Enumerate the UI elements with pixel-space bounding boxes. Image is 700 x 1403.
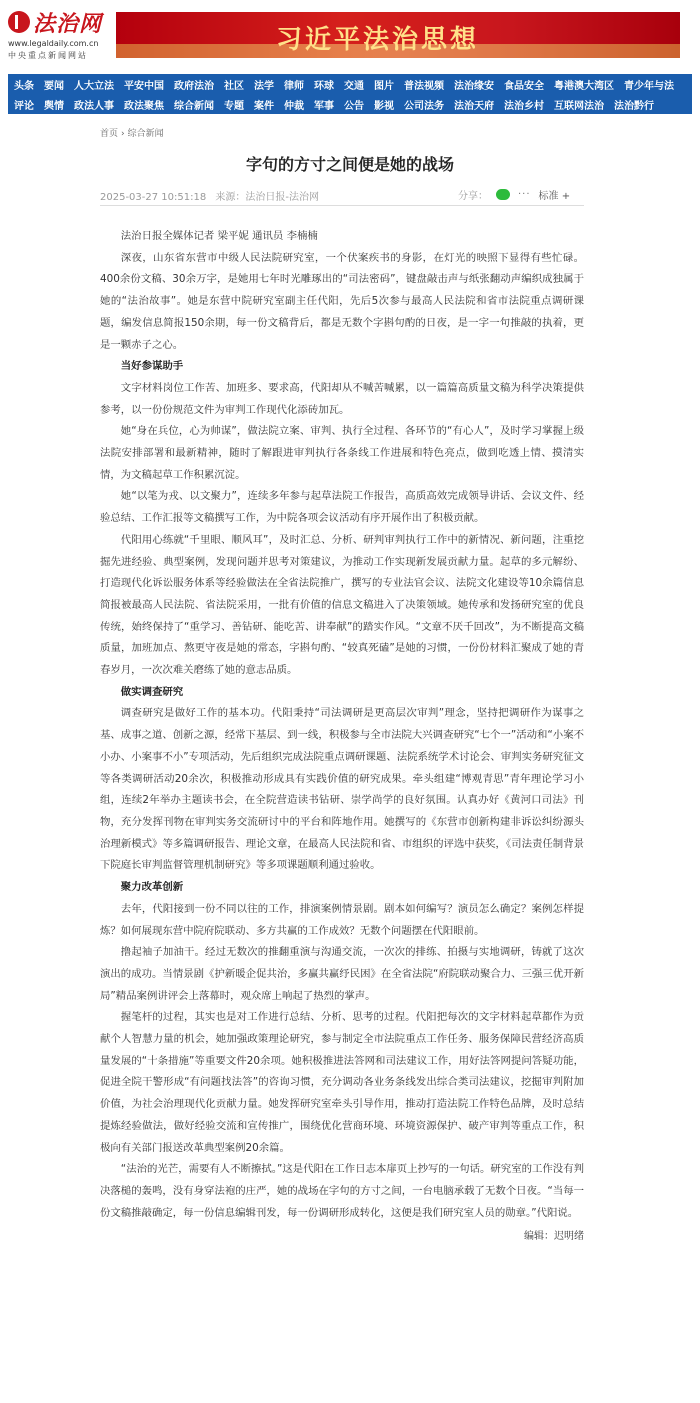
article-byline: 法治日报全媒体记者 梁平妮 通讯员 李楠楠 bbox=[120, 230, 318, 242]
nav-item[interactable]: 法学 bbox=[254, 80, 274, 92]
nav-item[interactable]: 评论 bbox=[14, 100, 34, 112]
nav-row-2 bbox=[8, 94, 692, 114]
breadcrumb bbox=[100, 126, 164, 139]
breadcrumb-home[interactable]: 首页 bbox=[100, 129, 119, 139]
header-banner[interactable] bbox=[116, 12, 680, 58]
nav-item[interactable]: 仲裁 bbox=[284, 100, 304, 112]
share-bar bbox=[458, 187, 570, 202]
article-body bbox=[100, 226, 584, 1248]
article-paragraph: 撸起袖子加油干。经过无数次的推翻重演与沟通交流，一次次的排练、拍摄与实地调研，铸就了这次演出的成功。当情景剧《护新暖企促共治，多赢共赢纾民困》在全省法院“府院联动聚合力、三强三优开新局”精品案例讲评会上落幕时，观众席上响起了热烈的掌声。 bbox=[100, 946, 584, 1002]
nav-item[interactable]: 普法视频 bbox=[404, 80, 444, 92]
nav-item[interactable]: 公告 bbox=[344, 100, 364, 112]
nav-item[interactable]: 法治黔行 bbox=[614, 100, 654, 112]
nav-item[interactable]: 人大立法 bbox=[74, 80, 114, 92]
nav-item[interactable]: 食品安全 bbox=[504, 80, 544, 92]
nav-item[interactable]: 军事 bbox=[314, 100, 334, 112]
nav-item[interactable]: 要闻 bbox=[44, 80, 64, 92]
article-paragraph: 文字材料岗位工作苦、加班多、要求高，代阳却从不喊苦喊累，以一篇篇高质量文稿为科学决策提供参考，以一份份规范文件为审判工作现代化添砖加瓦。 bbox=[100, 381, 584, 416]
nav-item[interactable]: 政法人事 bbox=[74, 100, 114, 112]
article-meta bbox=[100, 188, 325, 203]
nav-item[interactable]: 图片 bbox=[374, 80, 394, 92]
nav-item[interactable]: 影视 bbox=[374, 100, 394, 112]
site-header bbox=[0, 0, 700, 64]
title-divider bbox=[100, 205, 584, 206]
logo-text: 法治网 bbox=[33, 10, 103, 37]
nav-item[interactable]: 粤港澳大湾区 bbox=[554, 80, 614, 92]
article-paragraph: 代阳用心练就“千里眼、顺风耳”，及时汇总、分析、研判审判执行工作中的新情况、新问题，注重挖掘先进经验、典型案例，发现问题并思考对策建议，为推动工作实现新发展贡献力量。起草的多元解纷、打造现代化诉讼服务体系等经验做法在全省法院推广，撰写的专业法官会议、法院文化建设等10余篇信息简报被最高人民法院、省法院采用，一批有价值的信息文稿进入了决策领域。她传承和发扬研究室的优良传统，始终保持了“重学习、善钻研、能吃苦、讲奉献”的踏实作风。“文章不厌千回改”，为不断提高文稿质量，加班加点、熬更守夜是她的常态，字斟句酌、“较真死磕”是她的习惯，一份份材料汇聚成了她的青春岁月，一次次难关磨练了她的意志品质。 bbox=[100, 533, 584, 677]
nav-item[interactable]: 公司法务 bbox=[404, 100, 444, 112]
nav-item[interactable]: 头条 bbox=[14, 80, 34, 92]
section-heading: 当好参谋助手 bbox=[120, 360, 184, 373]
article-editor: 编辑：迟明绪 bbox=[524, 1231, 584, 1243]
logo-emblem-icon bbox=[8, 11, 30, 33]
section-heading: 聚力改革创新 bbox=[120, 881, 184, 894]
article-paragraph: “法治的光芒，需要有人不断擦拭。”这是代阳在工作日志本扉页上抄写的一句话。研究室的工作没有判决落槌的轰鸣，没有身穿法袍的庄严，她的战场在字句的方寸之间，一台电脑承载了无数个日夜。“当每一份文稿推敲确定，每一份信息编辑刊发，每一份调研形成转化，这便是我们研究室人员的勋章。”代阳说。 bbox=[100, 1163, 584, 1219]
nav-item[interactable]: 平安中国 bbox=[124, 80, 164, 92]
nav-row-1 bbox=[8, 74, 692, 94]
nav-item[interactable]: 法治乡村 bbox=[504, 100, 544, 112]
nav-item[interactable]: 综合新闻 bbox=[174, 100, 214, 112]
article-paragraph: 她“以笔为戎、以文聚力”，连续多年参与起草法院工作报告，高质高效完成领导讲话、会议文件、经验总结、工作汇报等文稿撰写工作，为中院各项会议活动有序开展作出了积极贡献。 bbox=[100, 490, 584, 525]
more-share-icon[interactable]: ··· bbox=[518, 189, 531, 200]
nav-item[interactable]: 政府法治 bbox=[174, 80, 214, 92]
share-label: 分享： bbox=[458, 191, 488, 202]
breadcrumb-section[interactable]: 综合新闻 bbox=[127, 129, 164, 139]
logo-subtitle: 中央重点新闻网站 bbox=[8, 51, 88, 60]
wechat-icon[interactable] bbox=[496, 189, 510, 200]
nav-item[interactable]: 舆情 bbox=[44, 100, 64, 112]
nav-item[interactable]: 社区 bbox=[224, 80, 244, 92]
nav-item[interactable]: 政法聚焦 bbox=[124, 100, 164, 112]
nav-item[interactable]: 案件 bbox=[254, 100, 274, 112]
font-size-control[interactable]: 标准 + bbox=[538, 191, 571, 202]
banner-title: 习近平法治思想 bbox=[276, 25, 480, 55]
main-nav bbox=[8, 74, 692, 114]
nav-item[interactable]: 专题 bbox=[224, 100, 244, 112]
nav-item[interactable]: 交通 bbox=[344, 80, 364, 92]
article-paragraph: 调查研究是做好工作的基本功。代阳秉持“司法调研是更高层次审判”理念，坚持把调研作为谋事之基、成事之道、创新之源，经常下基层、到一线，积极参与全市法院大兴调查研究“七个一”活动和“小案不小办、小案事不小”专项活动，先后组织完成法院重点调研课题、法院系统学术讨论会、审判实务研究征文等各类调研活动20余次，积极推动形成具有实践价值的研究成果。牵头组建“博观青思”青年理论学习小组，连续2年举办主题读书会，在全院营造读书钻研、崇学尚学的良好氛围。认真办好《黄河口司法》刊物，充分发挥刊物在审判实务交流研讨中的平台和阵地作用。她撰写的《东营市创新构建非诉讼纠纷源头治理新模式》等多篇调研报告、理论文章，在最高人民法院和省、市组织的评选中获奖，《司法责任制背景下院庭长审判监督管理机制研究》等多项课题顺利通过验收。 bbox=[100, 707, 584, 872]
article-title: 字句的方寸之间便是她的战场 bbox=[245, 155, 454, 174]
article-paragraph: 深夜，山东省东营市中级人民法院研究室，一个伏案疾书的身影，在灯光的映照下显得有些忙碌。400余份文稿、30余万字，是她用七年时光雕琢出的“司法密码”，键盘敲击声与纸张翻动声编织成独属于她的“法治故事”。她是东营中院研究室副主任代阳，先后5次参与最高人民法院和省市法院重点调研课题，编发信息简报150余期，每一份文稿背后，都是无数个字斟句酌的日夜，是一字一句推敲的执着，更是一颗赤子之心。 bbox=[100, 251, 584, 351]
section-heading: 做实调查研究 bbox=[120, 685, 184, 698]
nav-item[interactable]: 青少年与法 bbox=[624, 80, 674, 92]
logo-url: www.legaldaily.com.cn bbox=[8, 39, 99, 48]
breadcrumb-separator: › bbox=[121, 129, 125, 139]
nav-item[interactable]: 律师 bbox=[284, 80, 304, 92]
article-paragraph: 她“身在兵位，心为帅谋”，做法院立案、审判、执行全过程、各环节的“有心人”，及时学习掌握上级法院安排部署和最新精神，随时了解跟进审判执行各条线工作进展和特色亮点，做到吃透上情、摸清实情，为文稿起草工作积累沉淀。 bbox=[100, 425, 584, 481]
nav-item[interactable]: 互联网法治 bbox=[554, 100, 604, 112]
article-paragraph: 去年，代阳接到一份不同以往的工作，排演案例情景剧。剧本如何编写？演员怎么确定？案例怎样提炼？如何展现东营中院府院联动、多方共赢的工作成效？无数个问题摆在代阳眼前。 bbox=[100, 902, 584, 937]
nav-item[interactable]: 法治天府 bbox=[454, 100, 494, 112]
site-logo[interactable] bbox=[8, 8, 108, 60]
nav-item[interactable]: 环球 bbox=[314, 80, 334, 92]
article-source: 来源：法治日报-法治网 bbox=[215, 192, 320, 203]
article-paragraph: 握笔杆的过程，其实也是对工作进行总结、分析、思考的过程。代阳把每次的文字材料起草都作为贡献个人智慧力量的机会，她加强政策理论研究，参与制定全市法院重点工作任务、服务保障民营经济高质量发展的“十条措施”等重要文件20余项。她积极推进法答网和司法建议工作，用好法答网提问答疑功能，促进全院干警形成“有问题找法答”的咨询习惯，充分调动各业务条线发出综合类司法建议，挖掘审判附加价值，为社会治理现代化贡献力量。她发挥研究室牵头引导作用，推动打造法院工作特色品牌，及时总结提炼经验做法，做好经验交流和宣传推广，围绕优化营商环境、环境资源保护、破产审判等重点工作，积极向有关部门报送改革典型案例20余篇。 bbox=[100, 1011, 584, 1154]
nav-item[interactable]: 法治缘安 bbox=[454, 80, 494, 92]
article-datetime: 2025-03-27 10:51:18 bbox=[100, 192, 207, 203]
